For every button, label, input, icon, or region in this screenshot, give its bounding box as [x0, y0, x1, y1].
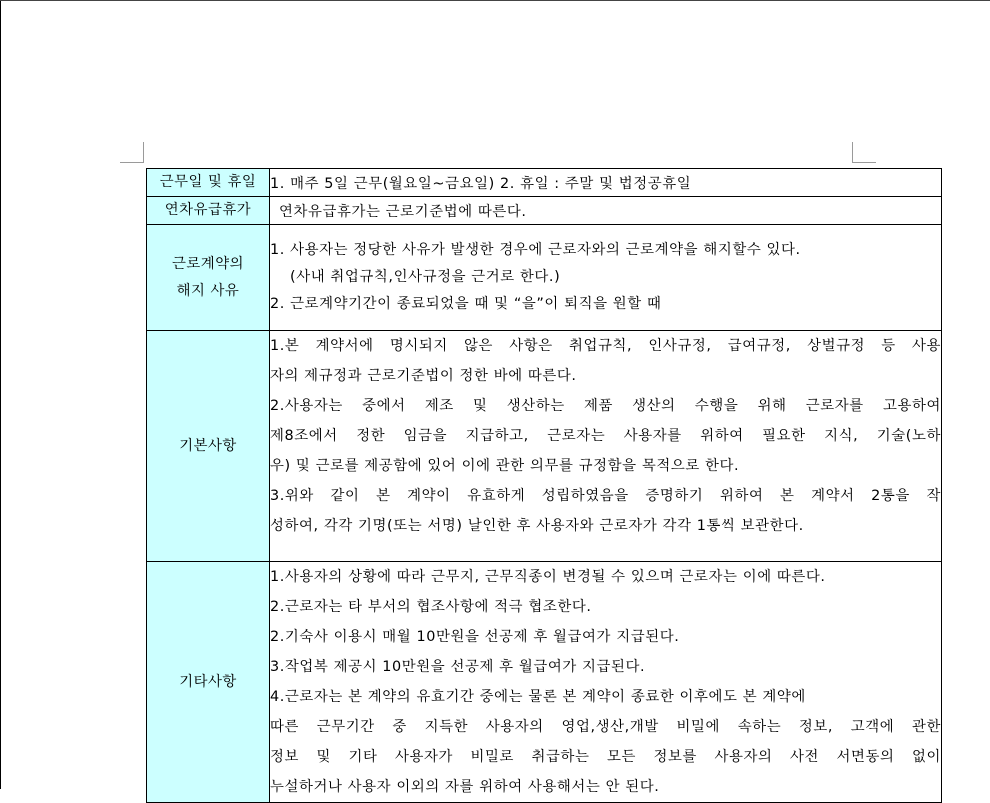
- text-line: 따른 근무기간 중 지득한 사용자의 영업,생산,개발 비밀에 속하는 정보, 고객에 관한: [270, 719, 941, 735]
- margin-guide-top-left: [143, 142, 144, 163]
- margin-guide-top-right: [852, 162, 876, 163]
- content-annual-leave[interactable]: [270, 197, 942, 225]
- label-line: 근로계약의: [171, 255, 244, 272]
- margin-guide-top-right: [852, 142, 853, 163]
- content-termination[interactable]: [270, 225, 942, 331]
- text-line: 자의 제규정과 근로기준법이 정한 바에 따른다.: [270, 368, 577, 384]
- content-basic-matters[interactable]: [270, 331, 942, 562]
- text-line: 3.위와 같이 본 계약이 유효하게 성립하였음을 증명하기 위하여 본 계약서 2통을 작: [270, 488, 941, 504]
- contract-terms-table: [146, 168, 942, 803]
- page-left-edge: [0, 0, 1, 789]
- text-line: 누설하거나 사용자 이외의 자를 위하여 사용해서는 안 된다.: [270, 779, 660, 795]
- text-line: 정보 및 기타 사용자가 비밀로 취급하는 모든 정보를 사용자의 사전 서면동의 없이: [270, 749, 941, 765]
- text-line: 1. 매주 5일 근무(월요일~금요일) 2. 휴일 : 주말 및 법정공휴일: [270, 176, 692, 192]
- text-line: 우) 및 근로를 제공함에 있어 이에 관한 의무를 규정함을 목적으로 한다.: [270, 458, 740, 474]
- text-line: 2.사용자는 중에서 제조 및 생산하는 제품 생산의 수행을 위해 근로자를 고용하여: [270, 398, 941, 414]
- table-row: [147, 225, 942, 331]
- text-line: 2.근로자는 타 부서의 협조사항에 적극 협조한다.: [270, 599, 592, 615]
- table-row: [147, 169, 942, 197]
- text-line: 1.사용자의 상황에 따라 근무지, 근무직종이 변경될 수 있으며 근로자는 이에 따른다.: [270, 569, 826, 585]
- table-row: [147, 197, 942, 225]
- table-row: [147, 331, 942, 562]
- text-line: 1.본 계약서에 명시되지 않은 사항은 취업규칙, 인사규정, 급여규정, 상벌규정 등 사용: [270, 338, 941, 354]
- margin-guide-top-left: [120, 162, 144, 163]
- label-annual-leave[interactable]: 연차유급휴가: [147, 197, 270, 225]
- text-line: 4.근로자는 본 계약의 유효기간 중에는 물론 본 계약이 종료한 이후에도 본 계약에: [270, 689, 806, 705]
- content-other-matters[interactable]: [270, 562, 942, 803]
- table-row: [147, 562, 942, 803]
- text-line: 3.작업복 제공시 10만원을 선공제 후 월급여가 지급된다.: [270, 659, 646, 675]
- label-workdays[interactable]: 근무일 및 휴일: [147, 169, 270, 197]
- label-termination[interactable]: [147, 225, 270, 331]
- text-line: 1. 사용자는 정당한 사유가 발생한 경우에 근로자와의 근로계약을 해지할수 있다.: [270, 242, 801, 258]
- page-top-edge: [0, 0, 990, 1]
- text-line: 성하여, 각각 기명(또는 서명) 날인한 후 사용자와 근로자가 각각 1통씩 보관한다.: [270, 518, 804, 534]
- label-basic-matters[interactable]: 기본사항: [147, 331, 270, 562]
- label-other-matters[interactable]: 기타사항: [147, 562, 270, 803]
- text-line: 제8조에서 정한 임금을 지급하고, 근로자는 사용자를 위하여 필요한 지식, 기술(노하: [270, 428, 941, 444]
- text-line: 2. 근로계약기간이 종료되었을 때 및 “을”이 퇴직을 원할 때: [270, 296, 662, 312]
- text-line: (사내 취업규칙,인사규정을 근거로 한다.): [290, 269, 561, 285]
- text-line: 2.기숙사 이용시 매월 10만원을 선공제 후 월급여가 지급된다.: [270, 629, 680, 645]
- label-line: 해지 사유: [176, 282, 240, 299]
- text-line: 연차유급휴가는 근로기준법에 따른다.: [279, 204, 527, 220]
- content-workdays[interactable]: [270, 169, 942, 197]
